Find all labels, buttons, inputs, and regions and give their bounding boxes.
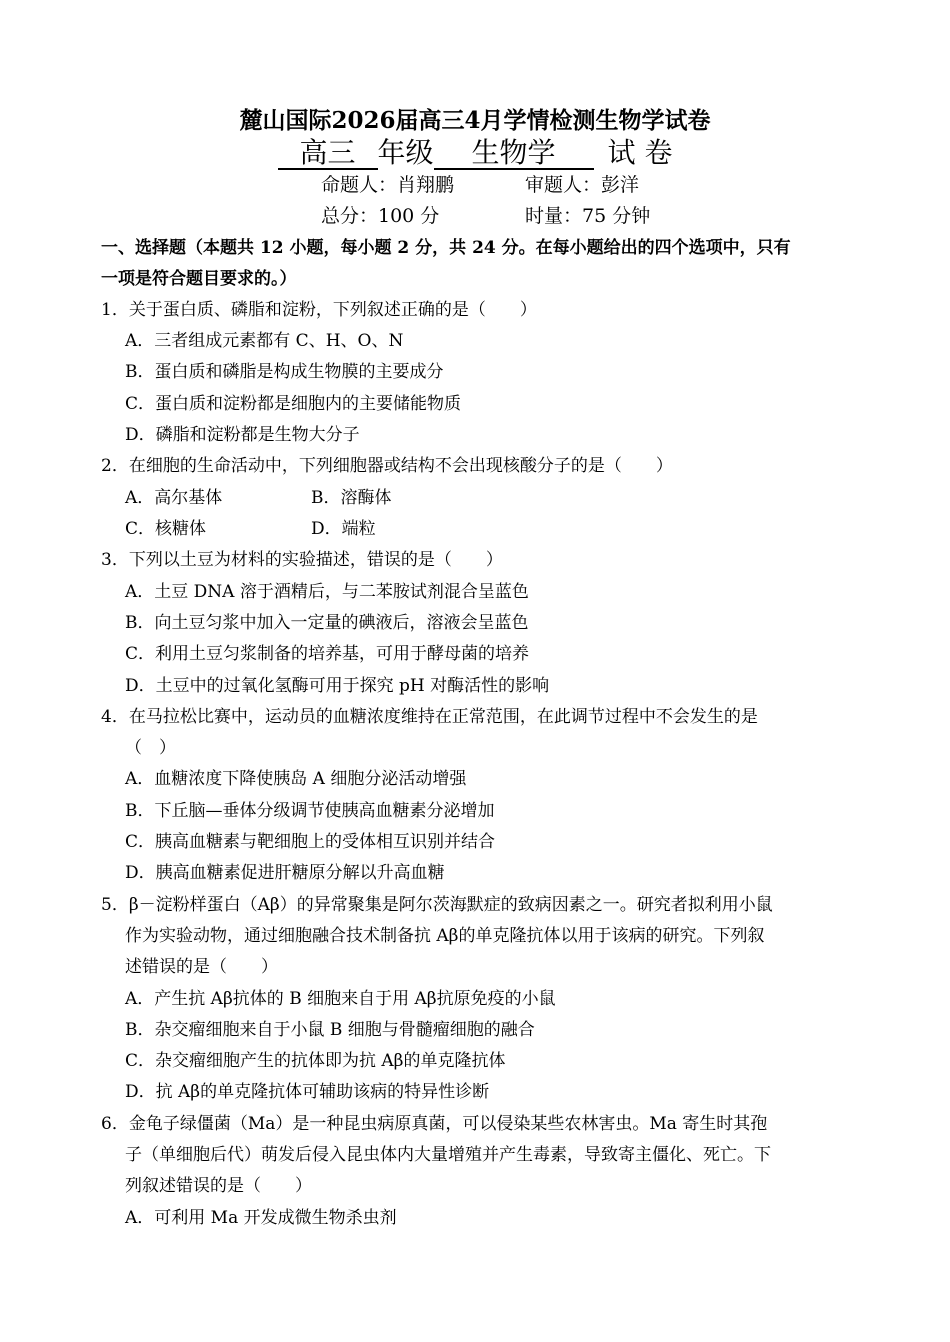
question-5-stem-cont: 述错误的是（ ） — [125, 957, 278, 977]
question-6-option-a: A．可利用 Ma 开发成微生物杀虫剂 — [125, 1208, 397, 1228]
question-1-option-c: C．蛋白质和淀粉都是细胞内的主要储能物质 — [125, 394, 462, 414]
question-5-option-b: B．杂交瘤细胞来自于小鼠 B 细胞与骨髓瘤细胞的融合 — [125, 1020, 535, 1040]
subject-value: 生物学 — [434, 138, 594, 170]
question-3-option-a: A．土豆 DNA 溶于酒精后，与二苯胺试剂混合呈蓝色 — [125, 582, 529, 602]
question-4-option-d: D．胰高血糖素促进肝糖原分解以升高血糖 — [125, 863, 445, 883]
setter-info: 命题人：肖翔鹏 — [321, 174, 455, 196]
question-2-option-d: D．端粒 — [311, 519, 376, 539]
question-1-option-a: A．三者组成元素都有 C、H、O、N — [125, 331, 404, 351]
question-5-option-a: A．产生抗 Aβ抗体的 B 细胞来自于用 Aβ抗原免疫的小鼠 — [125, 989, 556, 1009]
question-2-stem: 2．在细胞的生命活动中，下列细胞器或结构不会出现核酸分子的是（ ） — [101, 456, 673, 476]
question-5-option-d: D．抗 Aβ的单克隆抗体可辅助该病的特异性诊断 — [125, 1082, 490, 1102]
grade-value: 高三 — [278, 138, 378, 170]
question-6-stem-cont: 列叙述错误的是（ ） — [125, 1176, 312, 1196]
question-6-stem: 6．金龟子绿僵菌（Ma）是一种昆虫病原真菌，可以侵染某些农林害虫。Ma 寄生时其孢 — [101, 1114, 768, 1134]
question-5-stem-cont: 作为实验动物，通过细胞融合技术制备抗 Aβ的单克隆抗体以用于该病的研究。下列叙 — [125, 926, 765, 946]
question-4-option-a: A．血糖浓度下降使胰岛 A 细胞分泌活动增强 — [125, 769, 467, 789]
exam-title: 麓山国际2026届高三4月学情检测生物学试卷 — [239, 107, 711, 134]
question-4-option-b: B．下丘脑—垂体分级调节使胰高血糖素分泌增加 — [125, 801, 495, 821]
question-4-option-c: C．胰高血糖素与靶细胞上的受体相互识别并结合 — [125, 832, 496, 852]
question-1-option-b: B．蛋白质和磷脂是构成生物膜的主要成分 — [125, 362, 444, 382]
question-2-option-c: C．核糖体 — [125, 519, 207, 539]
exam-subtitle — [0, 135, 950, 171]
total-score: 总分：100 分 — [321, 205, 440, 227]
question-5-stem: 5．β－淀粉样蛋白（Aβ）的异常聚集是阿尔茨海默症的致病因素之一。研究者拟利用小鼠 — [101, 895, 773, 915]
question-5-option-c: C．杂交瘤细胞产生的抗体即为抗 Aβ的单克隆抗体 — [125, 1051, 506, 1071]
question-3-stem: 3．下列以土豆为材料的实验描述，错误的是（ ） — [101, 550, 503, 570]
time-limit: 时量：75 分钟 — [525, 205, 651, 227]
question-4-stem-cont: （ ） — [125, 738, 176, 758]
question-3-option-b: B．向土豆匀浆中加入一定量的碘液后，溶液会呈蓝色 — [125, 613, 529, 633]
question-3-option-d: D．土豆中的过氧化氢酶可用于探究 pH 对酶活性的影响 — [125, 676, 550, 696]
question-3-option-c: C．利用土豆匀浆制备的培养基，可用于酵母菌的培养 — [125, 644, 530, 664]
question-2-option-b: B．溶酶体 — [311, 488, 392, 508]
grade-suffix: 年级 — [377, 136, 434, 169]
question-2-option-a: A．高尔基体 — [125, 488, 223, 508]
question-4-stem: 4．在马拉松比赛中，运动员的血糖浓度维持在正常范围，在此调节过程中不会发生的是 — [101, 707, 758, 727]
reviewer-info: 审题人：彭洋 — [525, 174, 640, 196]
section-heading: 一、选择题（本题共 12 小题，每小题 2 分，共 24 分。在每小题给出的四个选项中，只有 — [101, 238, 791, 258]
section-heading-cont: 一项是符合题目要求的。） — [101, 269, 297, 289]
question-6-stem-cont: 子（单细胞后代）萌发后侵入昆虫体内大量增殖并产生毒素，导致寄主僵化、死亡。下 — [125, 1145, 771, 1165]
question-1-stem: 1．关于蛋白质、磷脂和淀粉，下列叙述正确的是（ ） — [101, 300, 537, 320]
paper-word: 试 卷 — [607, 136, 673, 169]
question-1-option-d: D．磷脂和淀粉都是生物大分子 — [125, 425, 360, 445]
